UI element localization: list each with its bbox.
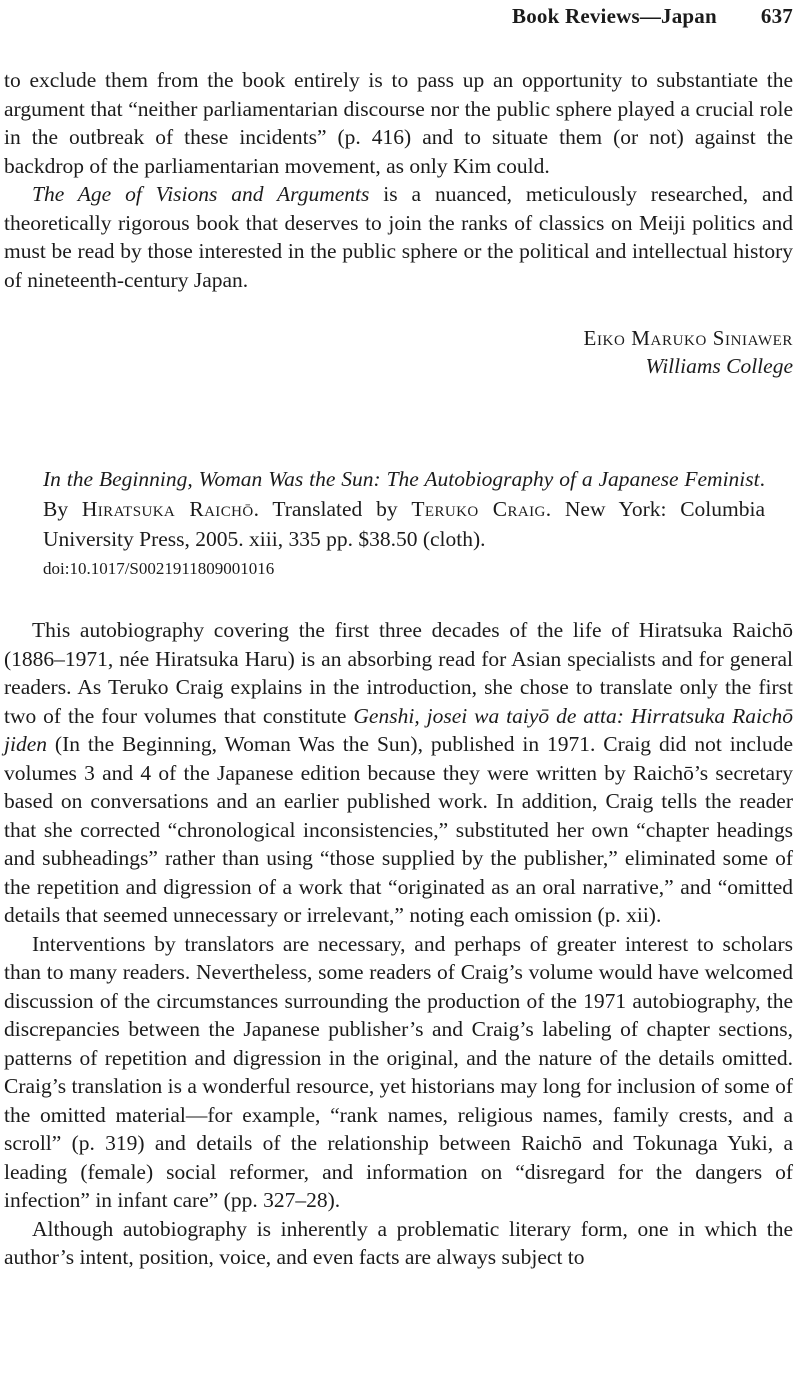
paragraph-cutoff: Although autobiography is inherently a problematic literary form, one in which the author’s intent, position, voice, and even facts are always subject to <box>4 1216 793 1269</box>
book-citation-heading: In the Beginning, Woman Was the Sun: The Autobiography of a Japanese Feminist. By Hiratsuka Raichō. Translated by Teruko Craig. New York: Columbia University Press, 2005. xiii, 335 pp. $38.50 (cloth). <box>43 467 766 551</box>
book-review <box>4 464 793 1272</box>
paragraph: The Age of Visions and Arguments is a nuanced, meticulously researched, and theoretically rigorous book that deserves to join the ranks of classics on Meiji politics and must be read by those interested in the public sphere or the political and intellectual history of nineteenth-century Japan. <box>4 182 794 292</box>
paragraph: This autobiography covering the first three decades of the life of Hiratsuka Raichō (1886–1971, née Hiratsuka Haru) is an absorbing read for Asian specialists and for general readers. As Teruko Craig explains in the introduction, she chose to translate only the first two of the four volumes that constitute Genshi, josei wa taiyō de atta: Hirratsuka Raichō jiden (In the Beginning, Woman Was the Sun), published in 1971. Craig did not include volumes 3 and 4 of the Japanese edition because they were written by Raichō’s secretary based on conversations and an earlier published work. In addition, Craig tells the reader that she corrected “chronological inconsistencies,” substituted her own “chapter headings and subheadings” rather than using “those supplied by the publisher,” eliminated some of the repetition and digression of a work that “originated as an oral narrative,” and “omitted details that seemed unnecessary or irrelevant,” noting each omission (p. xii). <box>4 618 794 927</box>
review-body <box>4 616 793 1272</box>
reviewer-name: Eiko Maruko Siniawer <box>583 326 793 350</box>
previous-review-conclusion <box>4 66 793 380</box>
paragraph: Interventions by translators are necessary, and perhaps of greater interest to scholars than to many readers. Nevertheless, some readers of Craig’s volume would have welcomed discussion of the circumstances surrounding the production of the 1971 autobiography, the discrepancies between the Japanese publisher’s and Craig’s labeling of chapter sections, patterns of repetition and digression in the original, and the nature of the details omitted. Craig’s translation is a wonderful resource, yet historians may long for inclusion of some of the omitted material—for example, “rank names, religious names, family crests, and a scroll” (p. 319) and details of the relationship between Raichō and Tokunaga Yuki, a leading (female) social reformer, and information on “disregard for the dangers of infection” in infant care” (pp. 327–28). <box>4 931 793 1212</box>
page-number: 637 <box>760 4 793 28</box>
running-head <box>4 0 793 30</box>
running-head-title: Book Reviews—Japan <box>512 4 717 28</box>
reviewer-affiliation: Williams College <box>645 354 793 378</box>
doi-line: doi:10.1017/S0021911809001016 <box>43 559 275 578</box>
reviewer-signature <box>4 324 793 380</box>
paragraph-continuation: to exclude them from the book entirely is to pass up an opportunity to substantiate the argument that “neither parliamentarian discourse nor the public sphere played a crucial role in the outbreak of these incidents” (p. 416) and to situate them (or not) against the backdrop of the parliamentarian movement, as only Kim could. <box>4 68 793 178</box>
